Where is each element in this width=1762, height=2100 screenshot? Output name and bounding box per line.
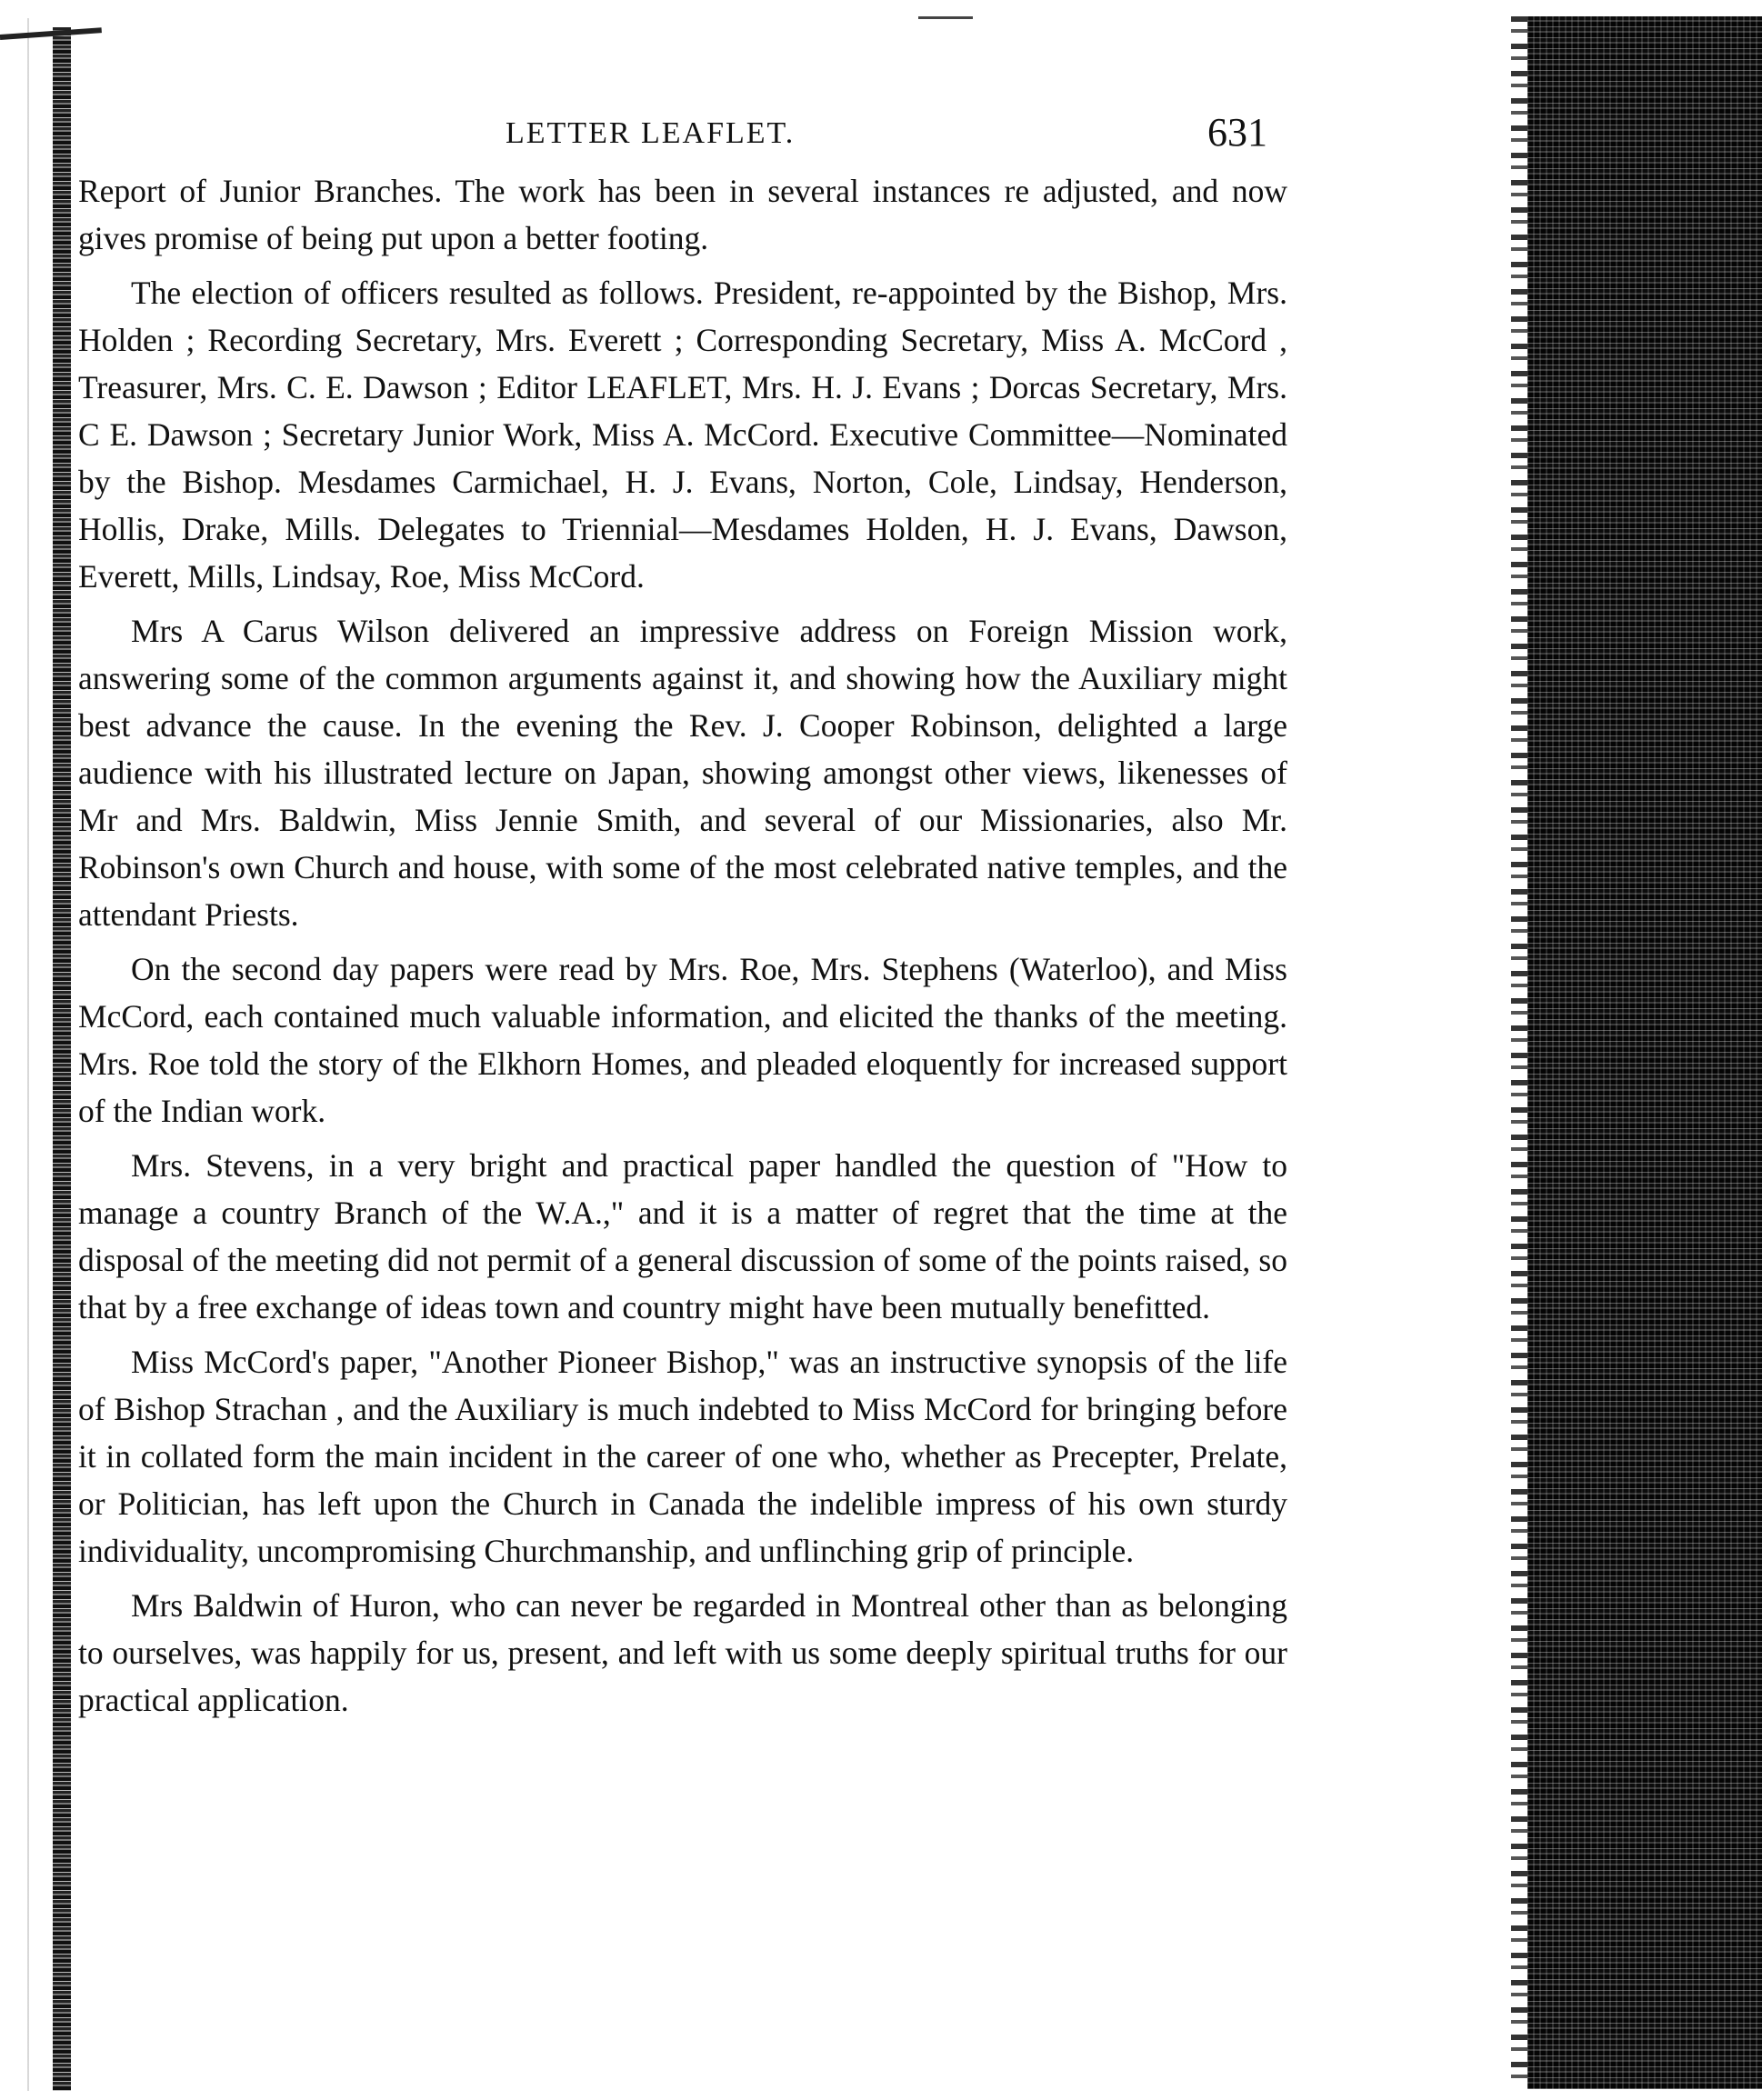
scan-edge-fringe: [1511, 16, 1527, 2089]
paragraph-junior-branches: Report of Junior Branches. The work has been in several instances re adjusted, and now gives promise of being put upon a better footing.: [78, 173, 1287, 256]
paragraph-mccord-paper: Miss McCord's paper, "Another Pioneer Bishop," was an instructive synopsis of the life of Bishop Strachan , and the Auxiliary is much indebted to Miss McCord for bringing before it in collated form the main incident in the career of one who, whether as Precepter, Prelate, or Politician, has left upon the Church in Canada the indelible impress of his own sturdy individuality, uncompromising Churchmanship, and unflinching grip of principle.: [78, 1344, 1287, 1569]
scan-top-mark: [918, 16, 973, 19]
document-page: [78, 109, 1287, 1724]
scan-gutter-shadow: [0, 18, 51, 2091]
paragraph-baldwin-of-huron: Mrs Baldwin of Huron, who can never be regarded in Montreal other than as belonging to ourselves, was happily for us, present, and left with us some deeply spiritual truths for our practical application.: [78, 1587, 1287, 1718]
paragraph-election-of-officers: The election of officers resulted as follows. President, re-appointed by the Bishop, Mrs. Holden ; Recording Secretary, Mrs. Everett ; Corresponding Secretary, Miss A. McCord , Treasurer, Mrs. C. E. Dawson ; Editor LEAFLET, Mrs. H. J. Evans ; Dorcas Secretary, Mrs. C E. Dawson ; Secretary Junior Work, Miss A. McCord. Executive Committee—Nominated by the Bishop. Mesdames Carmichael, H. J. Evans, Norton, Cole, Lindsay, Henderson, Hollis, Drake, Mills. Delegates to Triennial—Mesdames Holden, H. J. Evans, Dawson, Everett, Mills, Lindsay, Roe, Miss McCord.: [78, 275, 1287, 595]
scan-binding-edge-left: [53, 27, 71, 2091]
paragraph-carus-wilson-address: Mrs A Carus Wilson delivered an impressive address on Foreign Mission work, answering some of the common arguments against it, and showing how the Auxiliary might best advance the cause. In the evening the Rev. J. Cooper Robinson, delighted a large audience with his illustrated lecture on Japan, showing amongst other views, likenesses of Mr and Mrs. Baldwin, Miss Jennie Smith, and several of our Missionaries, also Mr. Robinson's own Church and house, with some of the most celebrated native temples, and the attendant Priests.: [78, 613, 1287, 933]
page-number: 631: [1207, 110, 1267, 155]
paragraph-stevens-paper: Mrs. Stevens, in a very bright and practical paper handled the question of "How to manage a country Branch of the W.A.," and it is a matter of regret that the time at the disposal of the meeting did not permit of a general discussion of some of the points raised, so that by a free exchange of ideas town and country might have been mutually benefitted.: [78, 1147, 1287, 1325]
running-head: LETTER LEAFLET.: [506, 116, 796, 150]
page-header: [78, 109, 1287, 167]
paragraph-second-day-papers: On the second day papers were read by Mrs. Roe, Mrs. Stephens (Waterloo), and Miss McCord, each contained much valuable information, and elicited the thanks of the meeting. Mrs. Roe told the story of the Elkhorn Homes, and pleaded eloquently for increased support of the Indian work.: [78, 951, 1287, 1129]
scan-binding-edge-right: [1520, 16, 1762, 2089]
